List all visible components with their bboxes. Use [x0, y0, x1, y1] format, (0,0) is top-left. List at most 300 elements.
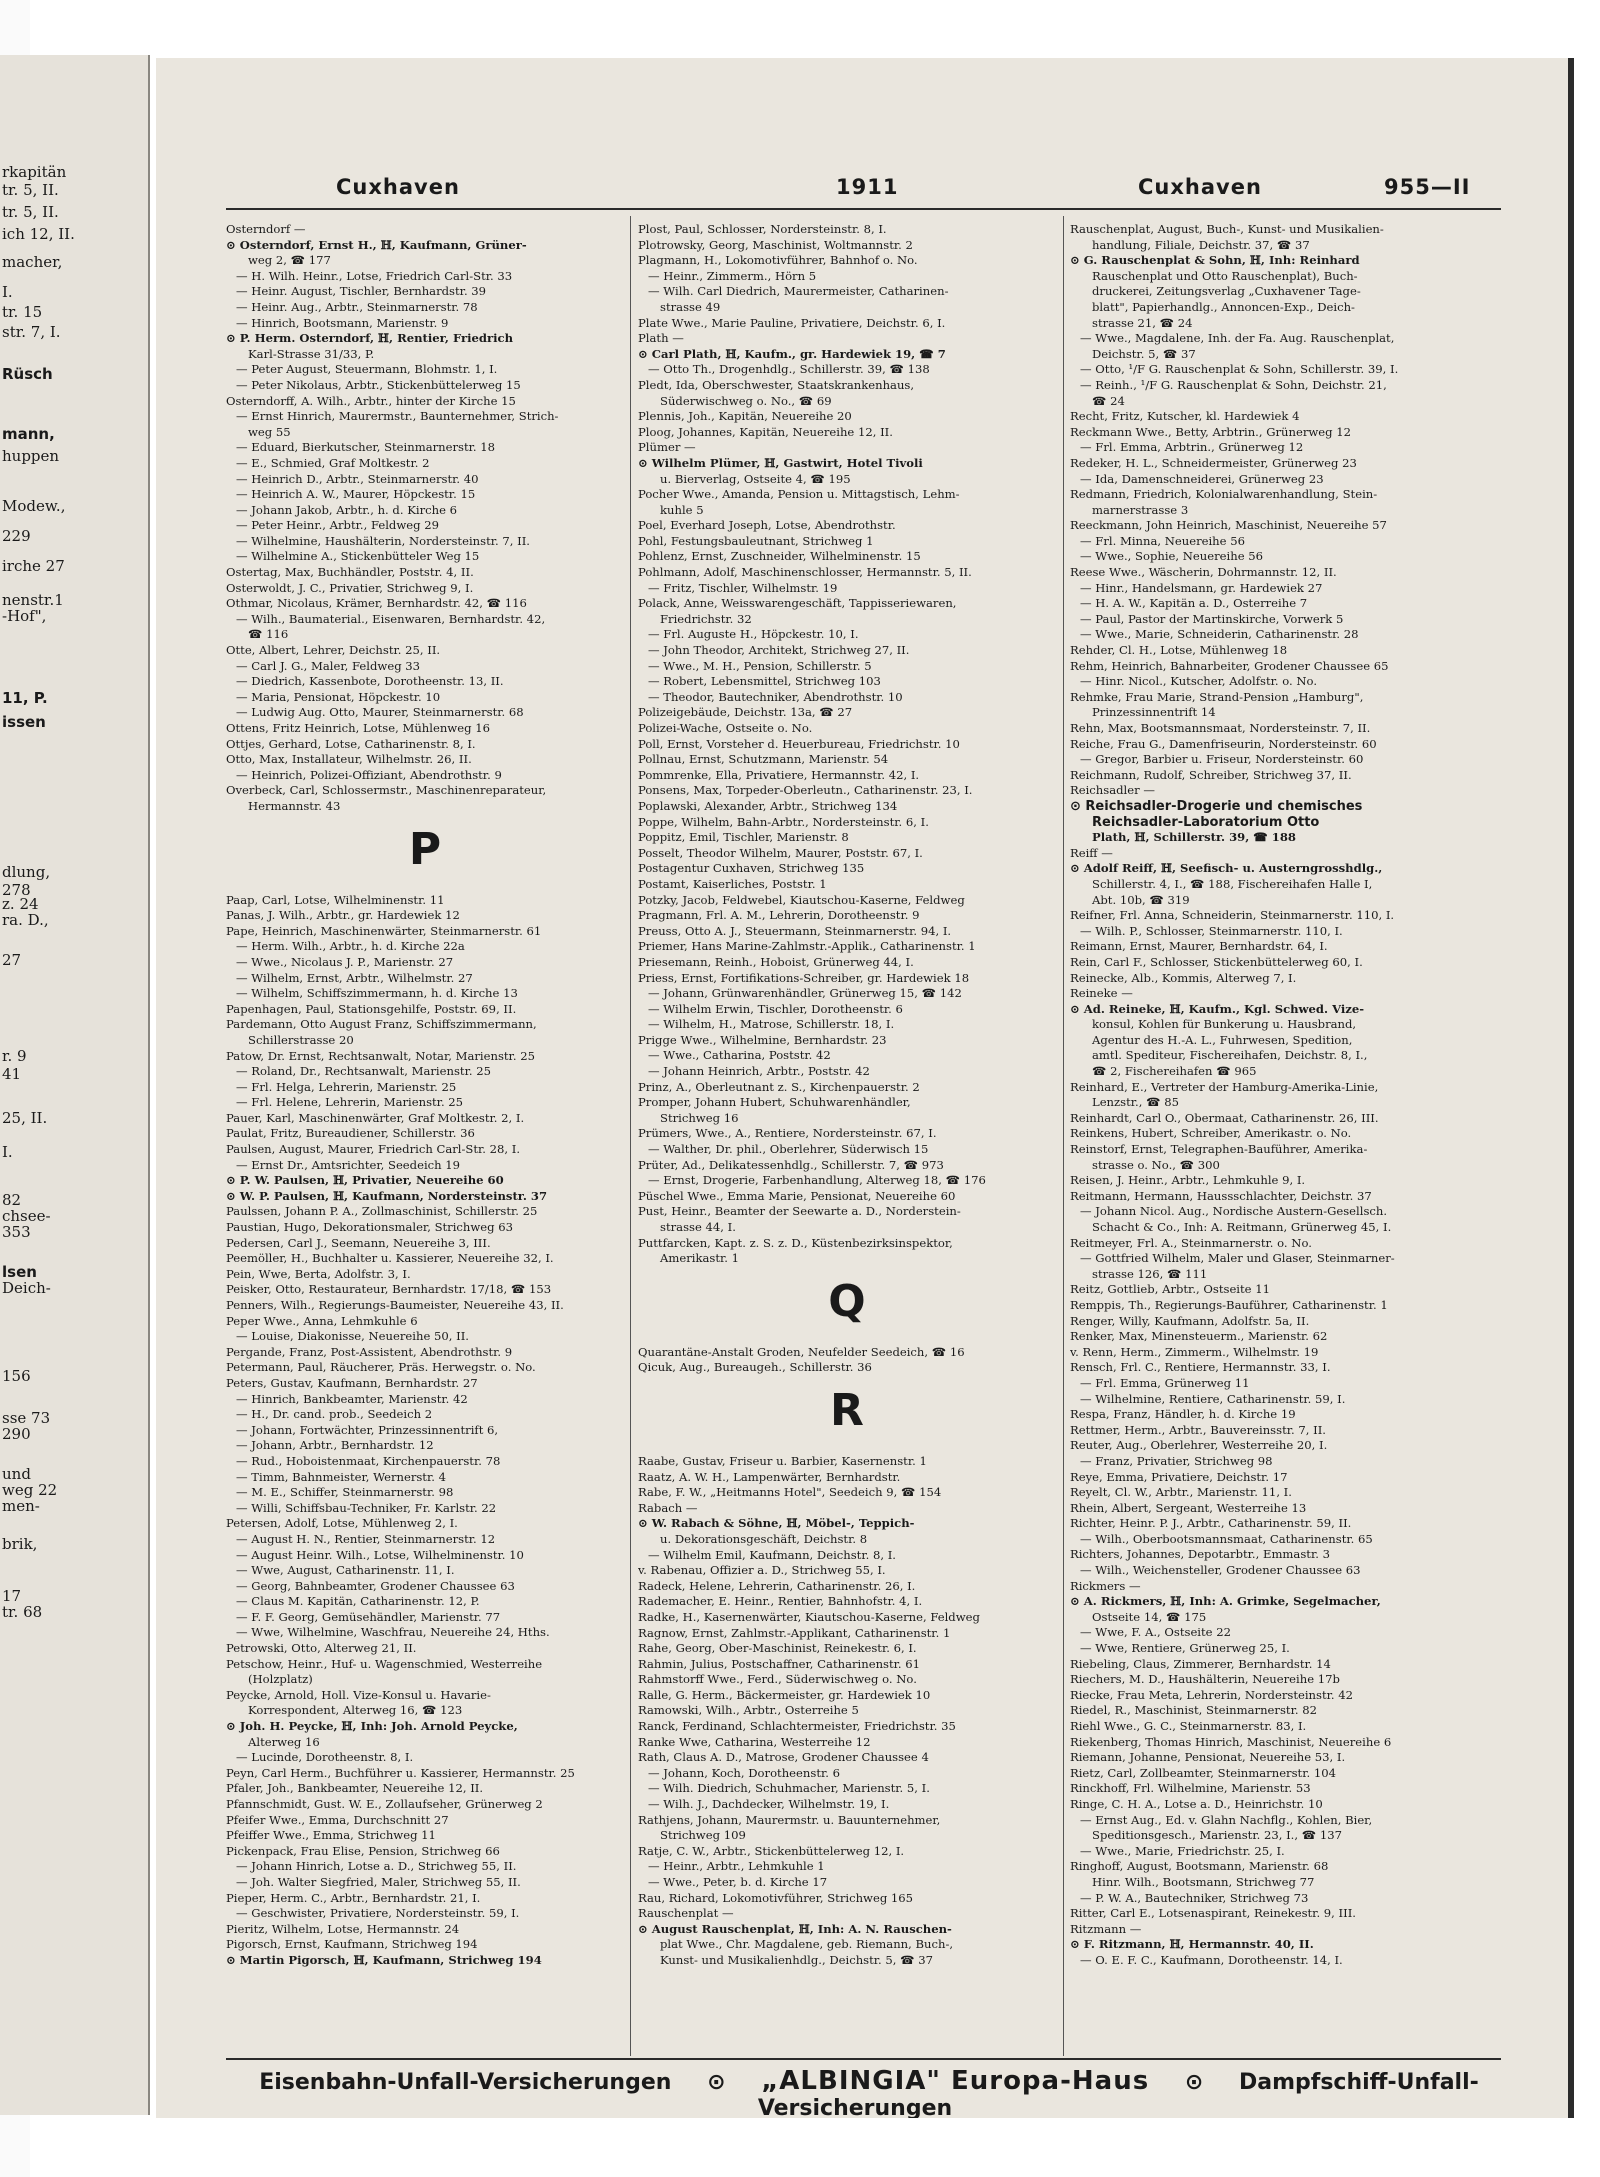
- directory-entry: konsul, Kohlen für Bunkerung u. Hausbrand,: [1092, 1017, 1357, 1032]
- directory-entry: Penners, Wilh., Regierungs-Baumeister, Neuereihe 43, II.: [226, 1298, 564, 1312]
- footer-right: Dampfschiff-Unfall-Versicherungen: [757, 2070, 1479, 2118]
- directory-entry: v. Rabenau, Offizier a. D., Strichweg 55, I.: [638, 1563, 886, 1578]
- directory-entry: — August Heinr. Wilh., Lotse, Wilhelminenstr. 10: [236, 1547, 524, 1562]
- directory-entry: Renker, Max, Minensteuerm., Marienstr. 62: [1070, 1329, 1328, 1344]
- directory-entry: Pledt, Ida, Oberschwester, Staatskrankenhaus,: [638, 377, 915, 392]
- directory-entry: — Wilhelm, H., Matrose, Schillerstr. 18, I.: [648, 1017, 895, 1032]
- directory-entry: — Wilh., Oberbootsmannsmaat, Catharinenstr. 65: [1080, 1531, 1373, 1546]
- directory-entry: Reuter, Aug., Oberlehrer, Westerreihe 20, I.: [1070, 1438, 1328, 1453]
- edge-fragment: tr. 15: [2, 303, 43, 321]
- directory-entry: — Wwe., M. H., Pension, Schillerstr. 5: [648, 658, 872, 673]
- directory-entry: Riechers, M. D., Haushälterin, Neuereihe 17b: [1070, 1672, 1340, 1687]
- directory-entry: Rabe, F. W., „Heitmanns Hotel", Seedeich 9, ☎ 154: [638, 1485, 942, 1500]
- directory-entry: Rahmstorff Wwe., Ferd., Süderwischweg o. No.: [638, 1672, 917, 1687]
- directory-entry: Riekenberg, Thomas Hinrich, Maschinist, Neuereihe 6: [1070, 1734, 1392, 1749]
- directory-entry: Reye, Emma, Privatiere, Deichstr. 17: [1070, 1469, 1288, 1484]
- directory-entry: Pauer, Karl, Maschinenwärter, Graf Moltkestr. 2, I.: [226, 1110, 525, 1125]
- edge-fragment: rkapitän: [2, 163, 67, 181]
- directory-entry: Paulssen, Johann P. A., Zollmaschinist, Schillerstr. 25: [226, 1204, 538, 1219]
- directory-entry: ⊙ Osterndorf, Ernst H., ℍ, Kaufmann, Grüner-: [226, 237, 527, 252]
- directory-entry: strasse 44, I.: [660, 1220, 736, 1234]
- directory-entry: — Hinr. Nicol., Kutscher, Adolfstr. o. No.: [1080, 674, 1318, 689]
- directory-entry: Pigorsch, Ernst, Kaufmann, Strichweg 194: [226, 1937, 478, 1952]
- directory-entry: Quarantäne-Anstalt Groden, Neufelder Seedeich, ☎ 16: [638, 1344, 965, 1359]
- directory-entry: Schillerstrasse 20: [248, 1032, 354, 1047]
- directory-entry: — H. A. W., Kapitän a. D., Osterreihe 7: [1080, 596, 1308, 611]
- directory-entry: Petschow, Heinr., Huf- u. Wagenschmied, Westerreihe: [226, 1656, 543, 1671]
- directory-entry: — Otto Th., Drogenhdlg., Schillerstr. 39, ☎ 138: [648, 362, 930, 377]
- directory-entry: — Frl. Minna, Neuereihe 56: [1080, 533, 1245, 548]
- directory-entry: Puttfarcken, Kapt. z. S. z. D., Küstenbezirksinspektor,: [638, 1235, 953, 1250]
- directory-entry: — M. E., Schiffer, Steinmarnerstr. 98: [236, 1485, 454, 1500]
- directory-entry: — Georg, Bahnbeamter, Grodener Chaussee 63: [236, 1578, 515, 1593]
- directory-entry: weg 55: [248, 424, 291, 439]
- directory-entry: Strichweg 109: [660, 1828, 746, 1843]
- directory-entry: Reinhard, E., Vertreter der Hamburg-Amerika-Linie,: [1070, 1079, 1379, 1094]
- directory-entry: ⊙ G. Rauschenplat & Sohn, ℍ, Inh: Reinhard: [1070, 253, 1360, 268]
- directory-entry: — Johann, Grünwarenhändler, Grünerweg 15, ☎ 142: [648, 986, 962, 1001]
- directory-entry: Rahmin, Julius, Postschaffner, Catharinenstr. 61: [638, 1656, 921, 1671]
- header-city-right: Cuxhaven: [1138, 175, 1262, 199]
- directory-entry: — Otto, ¹/F G. Rauschenplat & Sohn, Schillerstr. 39, I.: [1080, 362, 1399, 377]
- directory-entry: Pergande, Franz, Post-Assistent, Abendrothstr. 9: [226, 1344, 513, 1359]
- directory-entry: Ragnow, Ernst, Zahlmstr.-Applikant, Catharinenstr. 1: [638, 1625, 951, 1640]
- directory-entry: ⊙ Carl Plath, ℍ, Kaufm., gr. Hardewiek 19, ☎ 7: [638, 346, 946, 361]
- directory-entry: Paulat, Fritz, Bureaudiener, Schillerstr. 36: [226, 1126, 475, 1141]
- directory-entry: Pape, Heinrich, Maschinenwärter, Steinmarnerstr. 61: [226, 923, 542, 938]
- directory-entry: — Wwe., Magdalene, Inh. der Fa. Aug. Rauschenplat,: [1080, 331, 1395, 346]
- directory-entry: — Ida, Damenschneiderei, Grünerweg 23: [1080, 471, 1324, 486]
- directory-entry: Poel, Everhard Joseph, Lotse, Abendrothstr.: [638, 518, 896, 533]
- directory-entry: Reinhardt, Carl O., Obermaat, Catharinenstr. 26, III.: [1070, 1110, 1379, 1125]
- directory-entry: Prümers, Wwe., A., Rentiere, Nordersteinstr. 67, I.: [638, 1126, 937, 1141]
- previous-page-edge: [0, 55, 150, 2115]
- directory-page: [156, 58, 1574, 2118]
- directory-entry: Ringhoff, August, Bootsmann, Marienstr. 68: [1070, 1859, 1329, 1874]
- edge-fragment: Rüsch: [2, 365, 53, 383]
- directory-entry: Poplawski, Alexander, Arbtr., Strichweg 134: [638, 798, 898, 813]
- directory-entry: Reeckmann, John Heinrich, Maschinist, Neuereihe 57: [1070, 518, 1387, 533]
- directory-entry: Raatz, A. W. H., Lampenwärter, Bernhardstr.: [638, 1469, 901, 1484]
- directory-entry: Patow, Dr. Ernst, Rechtsanwalt, Notar, Marienstr. 25: [226, 1048, 535, 1063]
- directory-entry: Reitmeyer, Frl. A., Steinmarnerstr. o. No.: [1070, 1235, 1312, 1250]
- directory-entry: Reichsadler —: [1070, 783, 1155, 798]
- directory-entry: — Geschwister, Privatiere, Nordersteinstr. 59, I.: [236, 1906, 520, 1921]
- directory-entry: — Fritz, Tischler, Wilhelmstr. 19: [648, 580, 838, 595]
- header-city-left: Cuxhaven: [336, 175, 460, 199]
- directory-entry: — Ernst Hinrich, Maurermstr., Baunternehmer, Strich-: [236, 409, 559, 424]
- directory-entry: — Wilh. Carl Diedrich, Maurermeister, Catharinen-: [648, 284, 949, 299]
- directory-entry: — Heinr. Aug., Arbtr., Steinmarnerstr. 78: [236, 299, 478, 314]
- directory-entry: Radke, H., Kasernenwärter, Kiautschou-Kaserne, Feldweg: [638, 1609, 980, 1624]
- directory-entry: kuhle 5: [660, 502, 704, 517]
- directory-entry: — Willi, Schiffsbau-Techniker, Fr. Karlstr. 22: [236, 1500, 497, 1515]
- directory-entry: Petermann, Paul, Räucherer, Präs. Herwegstr. o. No.: [226, 1360, 536, 1375]
- directory-entry: Othmar, Nicolaus, Krämer, Bernhardstr. 42, ☎ 116: [226, 596, 527, 611]
- directory-entry: — H. Wilh. Heinr., Lotse, Friedrich Carl-Str. 33: [236, 268, 513, 283]
- directory-entry: Reinstorf, Ernst, Telegraphen-Bauführer, Amerika-: [1070, 1142, 1368, 1157]
- directory-entry: — Wilhelmine, Rentiere, Catharinenstr. 59, I.: [1080, 1391, 1346, 1406]
- directory-entry: Reinecke, Alb., Kommis, Alterweg 7, I.: [1070, 970, 1297, 985]
- directory-entry: ⊙ A. Rickmers, ℍ, Inh: A. Grimke, Segelmacher,: [1070, 1594, 1381, 1609]
- directory-entry: Pfeiffer Wwe., Emma, Strichweg 11: [226, 1828, 436, 1843]
- edge-fragment: r. 9: [2, 1047, 27, 1065]
- directory-entry: Pfannschmidt, Gust. W. E., Zollaufseher, Grünerweg 2: [226, 1797, 543, 1811]
- directory-entry: ☎ 116: [248, 627, 289, 642]
- directory-entry: — Paul, Pastor der Martinskirche, Vorwerk 5: [1080, 611, 1344, 626]
- directory-entry: ☎ 2, Fischereihafen ☎ 965: [1092, 1064, 1257, 1079]
- directory-entry: Rabach —: [638, 1500, 698, 1515]
- directory-entry: Poll, Ernst, Vorsteher d. Heuerbureau, Friedrichstr. 10: [638, 736, 960, 751]
- directory-entry: — Rud., Hoboistenmaat, Kirchenpauerstr. 78: [236, 1453, 501, 1468]
- directory-entry: Lenzstr., ☎ 85: [1092, 1095, 1179, 1110]
- directory-entry: Pieper, Herm. C., Arbtr., Bernhardstr. 21, I.: [226, 1890, 481, 1905]
- directory-entry: Polizei-Wache, Ostseite o. No.: [638, 721, 813, 735]
- directory-entry: Osterndorf —: [226, 222, 306, 236]
- directory-entry: Rehn, Max, Bootsmannsmaat, Nordersteinstr. 7, II.: [1070, 721, 1371, 735]
- column-1: [226, 222, 624, 2052]
- directory-entry: — Gottfried Wilhelm, Maler und Glaser, Steinmarner-: [1080, 1251, 1395, 1266]
- directory-entry: ⊙ Adolf Reiff, ℍ, Seefisch- u. Austerngrosshdlg.,: [1070, 861, 1383, 876]
- edge-fragment: dlung,: [2, 863, 51, 881]
- directory-entry: — Wilhelmine A., Stickenbütteler Weg 15: [236, 549, 480, 564]
- directory-entry: Rathjens, Johann, Maurermstr. u. Bauunternehmer,: [638, 1812, 941, 1827]
- directory-entry: ⊙ Joh. H. Peycke, ℍ, Inh: Joh. Arnold Peycke,: [226, 1719, 518, 1734]
- section-letter: Q: [828, 1275, 866, 1327]
- directory-entry: Abt. 10b, ☎ 319: [1092, 892, 1190, 907]
- directory-entry: Paulsen, August, Maurer, Friedrich Carl-Str. 28, I.: [226, 1142, 521, 1157]
- directory-entry: ⊙ W. P. Paulsen, ℍ, Kaufmann, Nordersteinstr. 37: [226, 1188, 548, 1203]
- directory-entry: plat Wwe., Chr. Magdalene, geb. Riemann, Buch-,: [660, 1937, 954, 1952]
- directory-entry: Promper, Johann Hubert, Schuhwarenhändler,: [638, 1095, 911, 1110]
- directory-entry: Richters, Johannes, Depotarbtr., Emmastr. 3: [1070, 1547, 1330, 1562]
- section-letter: P: [408, 823, 442, 875]
- directory-entry: Schacht & Co., Inh: A. Reitmann, Grünerweg 45, I.: [1092, 1220, 1392, 1234]
- directory-entry: — Herm. Wilh., Arbtr., h. d. Kirche 22a: [236, 939, 465, 954]
- directory-entry: Respa, Franz, Händler, h. d. Kirche 19: [1070, 1407, 1296, 1422]
- directory-entry: blatt", Papierhandlg., Annoncen-Exp., Deich-: [1092, 299, 1355, 314]
- directory-entry: Plotrowsky, Georg, Maschinist, Woltmannstr. 2: [638, 237, 913, 252]
- directory-entry: Püschel Wwe., Emma Marie, Pensionat, Neuereihe 60: [638, 1188, 956, 1203]
- edge-fragment: chsee-: [2, 1207, 51, 1225]
- directory-entry: Polack, Anne, Weisswarengeschäft, Tappisseriewaren,: [638, 596, 957, 611]
- directory-entry: Prinzessinnentrift 14: [1092, 705, 1216, 720]
- directory-entry: Riedel, R., Maschinist, Steinmarnerstr. 82: [1070, 1703, 1317, 1718]
- directory-entry: — Johann, Koch, Dorotheenstr. 6: [648, 1765, 840, 1780]
- directory-entry: Rein, Carl F., Schlosser, Stickenbüttelerweg 60, I.: [1070, 954, 1363, 969]
- directory-entry: Radeck, Helene, Lehrerin, Catharinenstr. 26, I.: [638, 1578, 916, 1593]
- directory-entry: Pohlenz, Ernst, Zuschneider, Wilhelminenstr. 15: [638, 549, 921, 564]
- directory-entry: Petersen, Adolf, Lotse, Mühlenweg 2, I.: [226, 1516, 458, 1531]
- edge-fragment: huppen: [2, 447, 60, 465]
- directory-entry: Ranck, Ferdinand, Schlachtermeister, Friedrichstr. 35: [638, 1719, 956, 1734]
- directory-entry: Reiche, Frau G., Damenfriseurin, Nordersteinstr. 60: [1070, 736, 1377, 751]
- directory-entry: — Wwe, Rentiere, Grünerweg 25, I.: [1080, 1641, 1290, 1656]
- directory-entry: Reimann, Ernst, Maurer, Bernhardstr. 64, I.: [1070, 939, 1328, 954]
- directory-entry: Speditionsgesch., Marienstr. 23, I., ☎ 137: [1092, 1828, 1342, 1843]
- directory-entry: — Wilh. J., Dachdecker, Wilhelmstr. 19, I.: [648, 1797, 890, 1812]
- directory-entry: — E., Schmied, Graf Moltkestr. 2: [236, 455, 430, 470]
- directory-entry: — Wilhelmine, Haushälterin, Nordersteinstr. 7, II.: [236, 533, 530, 548]
- directory-entry: Pfaler, Joh., Bankbeamter, Neuereihe 12, II.: [226, 1781, 484, 1796]
- directory-entry: — Peter August, Steuermann, Blohmstr. 1, I.: [236, 362, 498, 377]
- directory-entry: Reisen, J. Heinr., Arbtr., Lehmkuhle 9, I.: [1070, 1173, 1306, 1188]
- directory-entry: — Wwe., Marie, Schneiderin, Catharinenstr. 28: [1080, 627, 1359, 642]
- directory-entry: Petrowski, Otto, Alterweg 21, II.: [226, 1641, 417, 1656]
- directory-entry: — Ernst Aug., Ed. v. Glahn Nachflg., Kohlen, Bier,: [1080, 1812, 1373, 1827]
- directory-entry: weg 2, ☎ 177: [248, 253, 331, 268]
- directory-entry: Reineke —: [1070, 986, 1133, 1001]
- directory-entry: — F. F. Georg, Gemüsehändler, Marienstr. 77: [236, 1609, 501, 1624]
- directory-entry: — Louise, Diakonisse, Neuereihe 50, II.: [236, 1329, 469, 1344]
- directory-entry: — Peter Nikolaus, Arbtr., Stickenbüttelerweg 15: [236, 377, 521, 392]
- directory-entry: Reinkens, Hubert, Schreiber, Amerikastr. o. No.: [1070, 1126, 1352, 1141]
- directory-entry: — Johann Hinrich, Lotse a. D., Strichweg 55, II.: [236, 1859, 517, 1874]
- edge-fragment: ich 12, II.: [2, 225, 75, 243]
- footer-sep-icon: ⊙: [1184, 2070, 1204, 2095]
- directory-entry: Pfeifer Wwe., Emma, Durchschnitt 27: [226, 1812, 449, 1827]
- edge-fragment: lsen: [2, 1263, 37, 1281]
- directory-entry: Ritzmann —: [1070, 1921, 1142, 1936]
- directory-entry: Pedersen, Carl J., Seemann, Neuereihe 3, III.: [226, 1235, 491, 1250]
- directory-entry: handlung, Filiale, Deichstr. 37, ☎ 37: [1092, 237, 1310, 252]
- directory-entry: Reitz, Gottlieb, Arbtr., Ostseite 11: [1070, 1282, 1270, 1297]
- edge-fragment: tr. 5, II.: [2, 181, 59, 199]
- directory-entry: Reyelt, Cl. W., Arbtr., Marienstr. 11, I.: [1070, 1485, 1292, 1500]
- directory-entry: — Johann Jakob, Arbtr., h. d. Kirche 6: [236, 502, 458, 517]
- directory-entry: Plath —: [638, 331, 684, 346]
- header-year: 1911: [836, 175, 899, 199]
- edge-fragment: brik,: [2, 1535, 38, 1553]
- directory-entry: — August H. N., Rentier, Steinmarnerstr. 12: [236, 1531, 496, 1546]
- directory-entry: — Wwe, F. A., Ostseite 22: [1080, 1625, 1231, 1640]
- directory-entry: Paap, Carl, Lotse, Wilhelminenstr. 11: [226, 892, 445, 907]
- directory-entry: Plath, ℍ, Schillerstr. 39, ☎ 188: [1092, 830, 1296, 845]
- footer-sep-icon: ⊙: [707, 2070, 726, 2095]
- directory-entry: Ramowski, Wilh., Arbtr., Osterreihe 5: [638, 1703, 859, 1718]
- edge-fragment: 25, II.: [2, 1109, 48, 1127]
- advertisement-footer: [156, 2066, 1568, 2118]
- directory-entry: Polizeigebäude, Deichstr. 13a, ☎ 27: [638, 705, 853, 720]
- edge-fragment: tr. 5, II.: [2, 203, 59, 221]
- column-divider: [630, 216, 631, 2056]
- directory-entry: Papenhagen, Paul, Stationsgehilfe, Poststr. 69, II.: [226, 1001, 517, 1016]
- edge-fragment: issen: [2, 713, 46, 731]
- directory-entry: strasse o. No., ☎ 300: [1092, 1157, 1220, 1172]
- directory-entry: — Frl. Emma, Arbtrin., Grünerweg 12: [1080, 440, 1304, 455]
- directory-entry: — Wwe., Sophie, Neuereihe 56: [1080, 549, 1263, 564]
- directory-entry: Prinz, A., Oberleutnant z. S., Kirchenpauerstr. 2: [638, 1079, 920, 1094]
- directory-entry: — Wilhelm Emil, Kaufmann, Deichstr. 8, I.: [648, 1547, 896, 1562]
- edge-fragment: men-: [2, 1497, 40, 1515]
- directory-entry: ⊙ Reichsadler-Drogerie und chemisches: [1070, 798, 1363, 814]
- edge-fragment: sse 73: [2, 1409, 51, 1427]
- directory-entry: Peycke, Arnold, Holl. Vize-Konsul u. Havarie-: [226, 1687, 491, 1702]
- directory-entry: ⊙ W. Rabach & Söhne, ℍ, Möbel-, Teppich-: [638, 1516, 915, 1531]
- directory-entry: — Ludwig Aug. Otto, Maurer, Steinmarnerstr. 68: [236, 705, 524, 720]
- directory-entry: — Wilhelm, Schiffszimmermann, h. d. Kirche 13: [236, 986, 518, 1001]
- footer-left: Eisenbahn-Unfall-Versicherungen: [259, 2070, 672, 2095]
- directory-entry: Priemer, Hans Marine-Zahlmstr.-Applik., Catharinenstr. 1: [638, 939, 976, 954]
- directory-entry: Preuss, Otto A. J., Steuermann, Steinmarnerstr. 94, I.: [638, 923, 952, 938]
- directory-entry: strasse 49: [660, 299, 721, 314]
- edge-fragment: und: [2, 1465, 31, 1483]
- directory-entry: Pocher Wwe., Amanda, Pension u. Mittagstisch, Lehm-: [638, 487, 960, 502]
- directory-entry: Rath, Claus A. D., Matrose, Grodener Chaussee 4: [638, 1750, 929, 1765]
- directory-entry: Reitmann, Hermann, Haussschlachter, Deichstr. 37: [1070, 1188, 1372, 1203]
- directory-entry: Rahe, Georg, Ober-Maschinist, Reinekestr. 6, I.: [638, 1641, 917, 1656]
- directory-entry: Strichweg 16: [660, 1110, 739, 1125]
- edge-fragment: 11, P.: [2, 689, 48, 707]
- directory-entry: — Joh. Walter Siegfried, Maler, Strichweg 55, II.: [236, 1874, 521, 1889]
- directory-entry: Ratje, C. W., Arbtr., Stickenbüttelerweg 12, I.: [638, 1843, 905, 1858]
- directory-entry: Plagmann, H., Lokomotivführer, Bahnhof o. No.: [638, 253, 918, 268]
- directory-entry: Ranke Wwe, Catharina, Westerreihe 12: [638, 1734, 871, 1749]
- footer-center: „ALBINGIA" Europa-Haus: [761, 2066, 1150, 2096]
- edge-fragment: Modew.,: [2, 497, 66, 515]
- edge-fragment: irche 27: [2, 557, 65, 575]
- directory-entry: Friedrichstr. 32: [660, 611, 752, 626]
- edge-fragment: macher,: [2, 253, 63, 271]
- directory-entry: Ritter, Carl E., Lotsenaspirant, Reinekestr. 9, III.: [1070, 1906, 1356, 1921]
- directory-entry: Osterndorff, A. Wilh., Arbtr., hinter der Kirche 15: [226, 393, 516, 408]
- directory-entry: Kunst- und Musikalienhdlg., Deichstr. 5, ☎ 37: [660, 1952, 934, 1967]
- directory-entry: strasse 21, ☎ 24: [1092, 315, 1193, 330]
- directory-entry: — Frl. Helga, Lehrerin, Marienstr. 25: [236, 1079, 457, 1094]
- edge-fragment: 278: [2, 881, 31, 899]
- directory-entry: Pickenpack, Frau Elise, Pension, Strichweg 66: [226, 1843, 500, 1858]
- directory-entry: Ralle, G. Herm., Bäckermeister, gr. Hardewiek 10: [638, 1687, 931, 1702]
- directory-entry: Osterwoldt, J. C., Privatier, Strichweg 9, I.: [226, 580, 474, 595]
- directory-entry: — Johann, Arbtr., Bernhardstr. 12: [236, 1438, 434, 1453]
- directory-entry: Peters, Gustav, Kaufmann, Bernhardstr. 27: [226, 1375, 478, 1390]
- directory-entry: Rauschenplat und Otto Rauschenplat), Buch-: [1092, 268, 1358, 283]
- directory-entry: — Hinrich, Bankbeamter, Marienstr. 42: [236, 1391, 468, 1406]
- directory-entry: Amerikastr. 1: [660, 1251, 740, 1266]
- directory-entry: — Heinr. August, Tischler, Bernhardstr. 39: [236, 284, 487, 299]
- edge-fragment: 156: [2, 1367, 31, 1385]
- directory-entry: Peisker, Otto, Restaurateur, Bernhardstr. 17/18, ☎ 153: [226, 1282, 552, 1297]
- edge-fragment: Deich-: [2, 1279, 51, 1297]
- directory-entry: Priess, Ernst, Fortifikations-Schreiber, gr. Hardewiek 18: [638, 970, 970, 985]
- directory-entry: Plost, Paul, Schlosser, Nordersteinstr. 8, I.: [638, 222, 887, 236]
- directory-entry: — Theodor, Bautechniker, Abendrothstr. 10: [648, 689, 903, 704]
- directory-entry: Pohlmann, Adolf, Maschinenschlosser, Hermannstr. 5, II.: [638, 565, 972, 580]
- edge-fragment: I.: [2, 1143, 13, 1161]
- directory-entry: Schillerstr. 4, I., ☎ 188, Fischereihafen Halle I,: [1092, 876, 1373, 891]
- directory-entry: Riebeling, Claus, Zimmerer, Bernhardstr. 14: [1070, 1656, 1331, 1671]
- directory-entry: Rhein, Albert, Sergeant, Westerreihe 13: [1070, 1500, 1307, 1515]
- directory-entry: Postagentur Cuxhaven, Strichweg 135: [638, 861, 865, 876]
- directory-entry: Ponsens, Max, Torpeder-Oberleutn., Catharinenstr. 23, I.: [638, 783, 973, 798]
- edge-fragment: tr. 68: [2, 1603, 43, 1621]
- edge-fragment: 82: [2, 1191, 22, 1209]
- directory-entry: Rauschenplat, August, Buch-, Kunst- und Musikalien-: [1070, 222, 1384, 236]
- directory-entry: Hinr. Wilh., Bootsmann, Strichweg 77: [1092, 1874, 1315, 1889]
- directory-entry: Posselt, Theodor Wilhelm, Maurer, Poststr. 67, I.: [638, 845, 923, 860]
- directory-entry: Ottens, Fritz Heinrich, Lotse, Mühlenweg 16: [226, 721, 490, 735]
- directory-entry: — Wilhelm Erwin, Tischler, Dorotheenstr. 6: [648, 1001, 903, 1016]
- directory-entry: Plümer —: [638, 440, 696, 455]
- directory-entry: — Timm, Bahnmeister, Wernerstr. 4: [236, 1469, 446, 1484]
- directory-entry: — Wilh., Weichensteller, Grodener Chaussee 63: [1080, 1563, 1361, 1578]
- directory-entry: v. Renn, Herm., Zimmerm., Wilhelmstr. 19: [1070, 1344, 1319, 1359]
- page-number: 955—II: [1384, 175, 1471, 199]
- directory-entry: ⊙ P. Herm. Osterndorf, ℍ, Rentier, Friedrich: [226, 331, 514, 346]
- directory-entry: — Wilhelm, Ernst, Arbtr., Wilhelmstr. 27: [236, 970, 473, 985]
- directory-entry: Karl-Strasse 31/33, P.: [248, 346, 375, 361]
- directory-entry: Ringe, C. H. A., Lotse a. D., Heinrichstr. 10: [1070, 1796, 1323, 1811]
- directory-entry: — John Theodor, Architekt, Strichweg 27, II.: [648, 643, 910, 658]
- column-3: [1070, 222, 1500, 2052]
- directory-entry: Recht, Fritz, Kutscher, kl. Hardewiek 4: [1070, 409, 1300, 424]
- column-divider: [1063, 216, 1064, 2056]
- directory-entry: Redmann, Friedrich, Kolonialwarenhandlung, Stein-: [1070, 487, 1378, 502]
- directory-entry: Pohl, Festungsbauleutnant, Strichweg 1: [638, 533, 874, 548]
- directory-entry: — Heinr., Zimmerm., Hörn 5: [648, 268, 817, 283]
- directory-entry: — Wwe., Nicolaus J. P., Marienstr. 27: [236, 954, 454, 969]
- directory-entry: ⊙ Martin Pigorsch, ℍ, Kaufmann, Strichweg 194: [226, 1952, 542, 1967]
- directory-entry: Ploog, Johannes, Kapitän, Neuereihe 12, II.: [638, 424, 893, 439]
- edge-fragment: str. 7, I.: [2, 323, 61, 341]
- directory-entry: — Wwe., Catharina, Poststr. 42: [648, 1048, 831, 1063]
- directory-entry: — Johann, Fortwächter, Prinzessinnentrift 6,: [236, 1422, 499, 1437]
- directory-entry: Rehder, Cl. H., Lotse, Mühlenweg 18: [1070, 643, 1288, 658]
- directory-entry: Peyn, Carl Herm., Buchführer u. Kassierer, Hermannstr. 25: [226, 1765, 575, 1780]
- directory-entry: — Carl J. G., Maler, Feldweg 33: [236, 658, 421, 673]
- edge-fragment: 41: [2, 1065, 22, 1083]
- footer-rule: [226, 2058, 1501, 2060]
- directory-entry: — Heinrich A. W., Maurer, Höpckestr. 15: [236, 487, 476, 502]
- directory-entry: Süderwischweg o. No., ☎ 69: [660, 393, 832, 408]
- directory-entry: — Maria, Pensionat, Höpckestr. 10: [236, 689, 441, 704]
- directory-entry: — Frl. Helene, Lehrerin, Marienstr. 25: [236, 1095, 464, 1110]
- directory-entry: Rademacher, E. Heinr., Rentier, Bahnhofstr. 4, I.: [638, 1594, 923, 1609]
- directory-entry: Otto, Max, Installateur, Wilhelmstr. 26, II.: [226, 752, 472, 767]
- directory-entry: — H., Dr. cand. prob., Seedeich 2: [236, 1407, 433, 1422]
- directory-entry: — Wilh. P., Schlosser, Steinmarnerstr. 110, I.: [1080, 923, 1343, 938]
- edge-fragment: 290: [2, 1425, 31, 1443]
- column-2: [638, 222, 1056, 2052]
- directory-entry: — Wilh., Baumaterial., Eisenwaren, Bernhardstr. 42,: [236, 611, 546, 626]
- directory-entry: ⊙ P. W. Paulsen, ℍ, Privatier, Neuereihe 60: [226, 1173, 504, 1188]
- directory-entry: Reichsadler-Laboratorium Otto: [1092, 814, 1320, 830]
- directory-entry: Pieritz, Wilhelm, Lotse, Hermannstr. 24: [226, 1921, 460, 1936]
- directory-entry: Prüter, Ad., Delikatessenhdlg., Schillerstr. 7, ☎ 973: [638, 1157, 944, 1172]
- directory-entry: Hermannstr. 43: [248, 798, 341, 813]
- directory-entry: — Wwe., Peter, b. d. Kirche 17: [648, 1875, 828, 1889]
- directory-entry: Priesemann, Reinh., Hoboist, Grünerweg 44, I.: [638, 954, 914, 969]
- directory-entry: Postamt, Kaiserliches, Poststr. 1: [638, 876, 827, 891]
- directory-entry: — Wwe, August, Catharinenstr. 11, I.: [236, 1563, 455, 1578]
- directory-entry: Ottjes, Gerhard, Lotse, Catharinenstr. 8, I.: [226, 736, 476, 751]
- directory-entry: Paustian, Hugo, Dekorationsmaler, Strichweg 63: [226, 1220, 514, 1235]
- edge-fragment: z. 24: [2, 895, 39, 913]
- directory-entry: Renger, Willy, Kaufmann, Adolfstr. 5a, II.: [1070, 1313, 1310, 1328]
- directory-entry: (Holzplatz): [248, 1672, 313, 1687]
- directory-entry: — Ernst, Drogerie, Farbenhandlung, Alterweg 18, ☎ 176: [648, 1173, 986, 1188]
- directory-entry: Pust, Heinr., Beamter der Seewarte a. D., Norderstein-: [638, 1204, 961, 1219]
- directory-entry: Raabe, Gustav, Friseur u. Barbier, Kasernenstr. 1: [638, 1453, 927, 1468]
- edge-fragment: 353: [2, 1223, 31, 1241]
- directory-entry: Rauschenplat —: [638, 1906, 734, 1921]
- directory-entry: — Ernst Dr., Amtsrichter, Seedeich 19: [236, 1157, 461, 1172]
- edge-fragment: weg 22: [2, 1481, 58, 1499]
- directory-entry: — Peter Heinr., Arbtr., Feldweg 29: [236, 518, 440, 533]
- directory-entry: — Johann Nicol. Aug., Nordische Austern-Gesellsch.: [1080, 1204, 1388, 1219]
- directory-entry: Redeker, H. L., Schneidermeister, Grünerweg 23: [1070, 455, 1357, 470]
- directory-entry: Otte, Albert, Lehrer, Deichstr. 25, II.: [226, 643, 441, 658]
